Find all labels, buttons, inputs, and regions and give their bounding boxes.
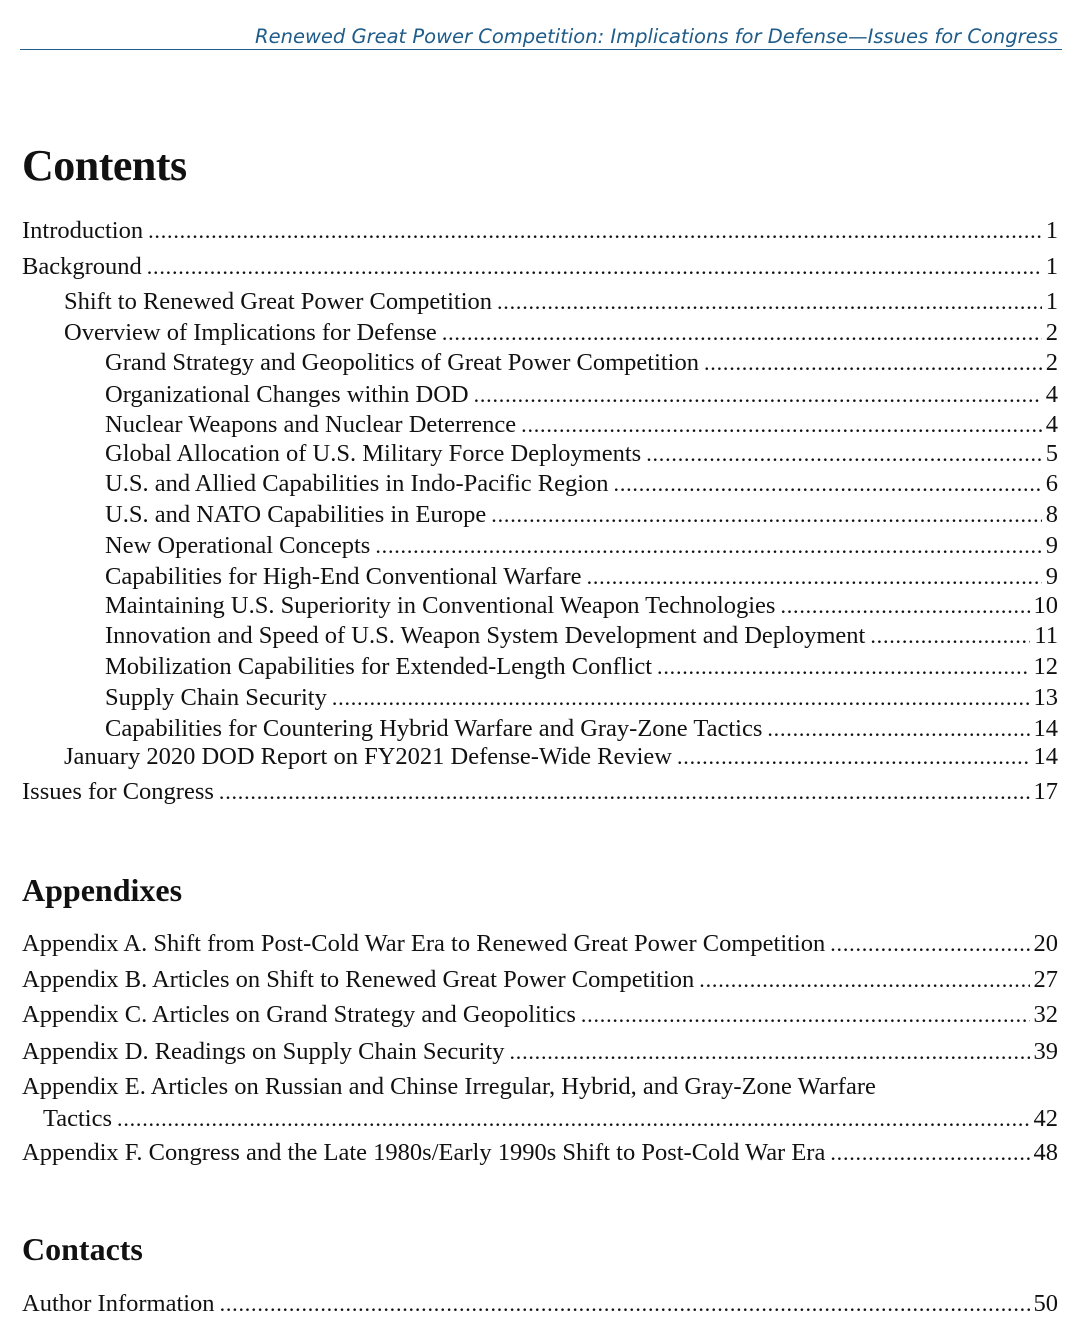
toc-entry-title: Organizational Changes within DOD: [105, 381, 469, 408]
toc-entry-title: January 2020 DOD Report on FY2021 Defense-Wide Review: [64, 743, 672, 770]
dot-leader: [677, 741, 1030, 773]
toc-entry-title: Innovation and Speed of U.S. Weapon System Development and Deployment: [105, 622, 866, 649]
appendix-entry[interactable]: [22, 928, 1058, 960]
toc-entry-title: Appendix B. Articles on Shift to Renewed Great Power Competition: [22, 966, 695, 993]
toc-entry[interactable]: [22, 286, 1058, 318]
dot-leader: [699, 964, 1029, 996]
dot-leader: [509, 1036, 1029, 1068]
toc-page-number: 4: [1045, 381, 1058, 408]
toc-entry[interactable]: [22, 468, 1058, 500]
toc-page-number: 1: [1045, 217, 1058, 244]
toc-entry-title: Appendix A. Shift from Post-Cold War Era to Renewed Great Power Competition: [22, 930, 826, 957]
appendixes-heading: Appendixes: [22, 872, 183, 908]
toc-page-number: 27: [1033, 966, 1058, 993]
toc-entry-title: Tactics: [43, 1105, 113, 1132]
dot-leader: [587, 561, 1042, 593]
dot-leader: [147, 251, 1042, 283]
toc-entry[interactable]: [22, 561, 1058, 593]
toc-entry-title: Global Allocation of U.S. Military Force Deployments: [105, 440, 642, 467]
toc-page-number: 42: [1033, 1105, 1058, 1132]
toc-entry-title: New Operational Concepts: [105, 532, 371, 559]
toc-entry[interactable]: [22, 620, 1058, 652]
toc-entry-title: U.S. and Allied Capabilities in Indo-Pacific Region: [105, 470, 609, 497]
toc-page-number: 11: [1034, 622, 1058, 649]
toc-entry-title: Grand Strategy and Geopolitics of Great Power Competition: [105, 349, 699, 376]
toc-entry[interactable]: [22, 741, 1058, 773]
toc-page-number: 50: [1033, 1290, 1058, 1317]
toc-page-number: 5: [1045, 440, 1058, 467]
dot-leader: [780, 590, 1029, 622]
dot-leader: [657, 651, 1029, 683]
toc-entry[interactable]: [22, 438, 1058, 470]
toc-entry[interactable]: [22, 499, 1058, 531]
toc-entry-title: Nuclear Weapons and Nuclear Deterrence: [105, 411, 517, 438]
dot-leader: [474, 379, 1042, 411]
toc-entry-title: Appendix D. Readings on Supply Chain Security: [22, 1038, 505, 1065]
toc-page-number: 39: [1033, 1038, 1058, 1065]
running-header: Renewed Great Power Competition: Implications for Defense—Issues for Congress: [20, 24, 1062, 50]
toc-page-number: 13: [1033, 684, 1058, 711]
dot-leader: [332, 682, 1030, 714]
dot-leader: [704, 347, 1042, 379]
dot-leader: [581, 999, 1030, 1031]
toc-entry-title: Capabilities for High-End Conventional Warfare: [105, 563, 582, 590]
toc-entry-title: U.S. and NATO Capabilities in Europe: [105, 501, 487, 528]
toc-entry-title: Overview of Implications for Defense: [64, 319, 437, 346]
dot-leader: [117, 1103, 1029, 1135]
toc-page-number: 12: [1033, 653, 1058, 680]
toc-entry[interactable]: [22, 251, 1058, 283]
toc-page-number: 32: [1033, 1001, 1058, 1028]
toc-entry-title: Appendix F. Congress and the Late 1980s/Early 1990s Shift to Post-Cold War Era: [22, 1139, 826, 1166]
toc-entry-title: Appendix C. Articles on Grand Strategy and Geopolitics: [22, 1001, 576, 1028]
toc-entry-title: Mobilization Capabilities for Extended-Length Conflict: [105, 653, 653, 680]
dot-leader: [375, 530, 1041, 562]
contact-entry[interactable]: [22, 1288, 1058, 1320]
toc-entry[interactable]: [22, 590, 1058, 622]
contacts-heading: Contacts: [22, 1231, 143, 1267]
toc-entry[interactable]: [22, 317, 1058, 349]
toc-page-number: 14: [1033, 743, 1058, 770]
dot-leader: [521, 409, 1042, 441]
toc-entry-title: Capabilities for Countering Hybrid Warfare and Gray-Zone Tactics: [105, 715, 763, 742]
appendix-entry[interactable]: [22, 999, 1058, 1031]
toc-page-number: 17: [1033, 778, 1058, 805]
toc-entry[interactable]: [22, 530, 1058, 562]
toc-entry-title: Maintaining U.S. Superiority in Conventional Weapon Technologies: [105, 592, 776, 619]
toc-page-number: 48: [1033, 1139, 1058, 1166]
toc-entry-title: Shift to Renewed Great Power Competition: [64, 288, 492, 315]
toc-page-number: 8: [1045, 501, 1058, 528]
toc-entry[interactable]: [22, 215, 1058, 247]
dot-leader: [870, 620, 1030, 652]
toc-page-number: 20: [1033, 930, 1058, 957]
toc-entry-title: Issues for Congress: [22, 778, 214, 805]
toc-page-number: 6: [1045, 470, 1058, 497]
contents-heading: Contents: [22, 141, 187, 190]
dot-leader: [497, 286, 1042, 318]
dot-leader: [219, 776, 1030, 808]
appendix-entry[interactable]: [22, 964, 1058, 996]
toc-entry-title: Introduction: [22, 217, 144, 244]
dot-leader: [220, 1288, 1030, 1320]
toc-entry[interactable]: [22, 347, 1058, 379]
toc-entry[interactable]: [22, 682, 1058, 714]
toc-entry[interactable]: [22, 776, 1058, 808]
appendix-entry[interactable]: [22, 1137, 1058, 1169]
toc-page-number: 9: [1045, 532, 1058, 559]
toc-page-number: 10: [1033, 592, 1058, 619]
appendix-entry-continuation[interactable]: [22, 1103, 1058, 1135]
toc-page-number: 1: [1045, 253, 1058, 280]
toc-page-number: 2: [1045, 319, 1058, 346]
toc-entry-title: Supply Chain Security: [105, 684, 327, 711]
dot-leader: [830, 928, 1029, 960]
toc-entry[interactable]: [22, 409, 1058, 441]
toc-page-number: 9: [1045, 563, 1058, 590]
dot-leader: [614, 468, 1042, 500]
toc-page-number: 14: [1033, 715, 1058, 742]
toc-page-number: 4: [1045, 411, 1058, 438]
toc-page-number: 2: [1045, 349, 1058, 376]
toc-page-number: 1: [1045, 288, 1058, 315]
toc-entry-title: Author Information: [22, 1290, 215, 1317]
toc-entry-title: Background: [22, 253, 142, 280]
dot-leader: [646, 438, 1042, 470]
toc-entry[interactable]: [22, 651, 1058, 683]
dot-leader: [491, 499, 1041, 531]
dot-leader: [442, 317, 1042, 349]
appendix-entry[interactable]: [22, 1036, 1058, 1068]
toc-entry[interactable]: [22, 379, 1058, 411]
dot-leader: [148, 215, 1042, 247]
dot-leader: [830, 1137, 1029, 1169]
appendix-entry-title[interactable]: Appendix E. Articles on Russian and Chinse Irregular, Hybrid, and Gray-Zone Warfare: [22, 1073, 876, 1100]
